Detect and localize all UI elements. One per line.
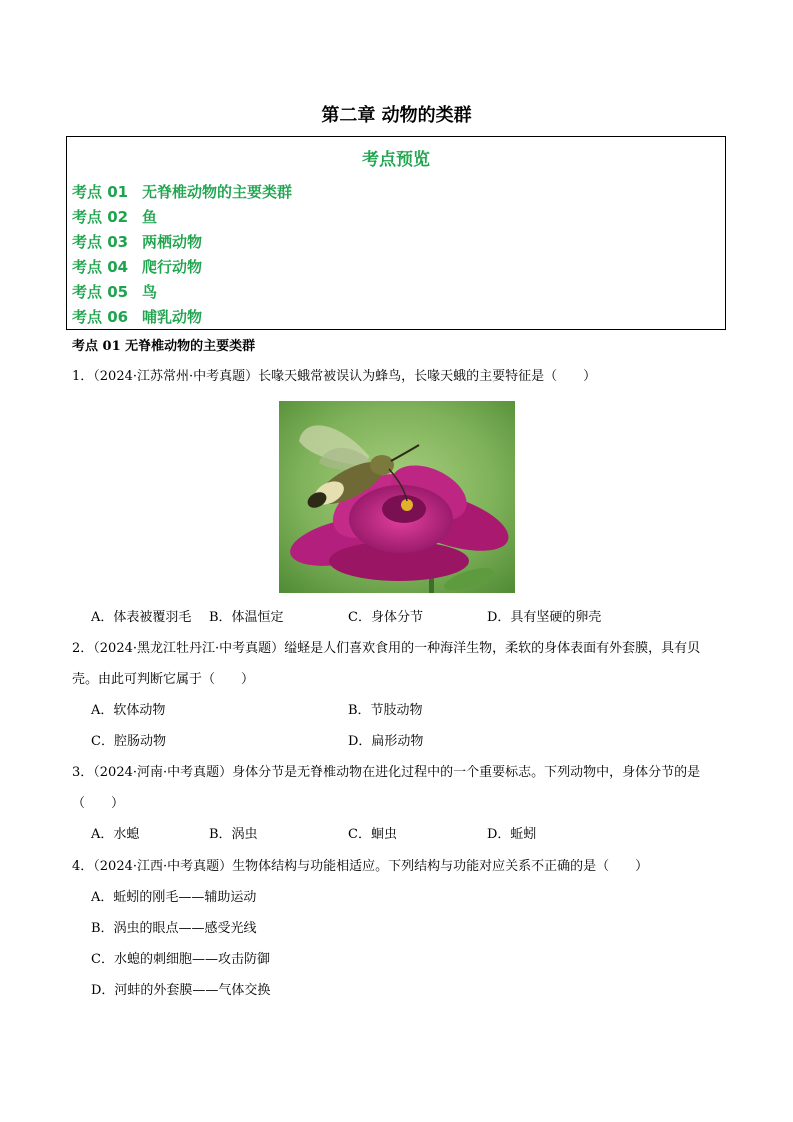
- question-3-option-d[interactable]: D．蚯蚓: [487, 827, 537, 842]
- question-2-options-row-2: [72, 726, 722, 757]
- hawk-moth-photo: [279, 401, 515, 593]
- overview-item-num: 考点 04: [72, 258, 129, 276]
- question-2-stem: 2．（2024·黑龙江牡丹江·中考真题）缢蛏是人们喜欢食用的一种海洋生物，柔软的身体表面有外套膜，具有贝壳。由此可判断它属于（ ）: [72, 641, 701, 687]
- question-2: [72, 633, 722, 757]
- question-1-option-c[interactable]: C．身体分节: [348, 610, 423, 625]
- question-2-option-c[interactable]: C．腔肠动物: [91, 734, 166, 749]
- question-3-option-c[interactable]: C．蛔虫: [348, 827, 397, 842]
- question-3-option-a[interactable]: A．水螅: [91, 827, 140, 842]
- overview-list: [72, 180, 292, 330]
- page-title: 第二章 动物的类群: [321, 105, 472, 126]
- question-4-option-a[interactable]: A．蚯蚓的刚毛——辅助运动: [91, 890, 257, 905]
- overview-item-02[interactable]: [72, 205, 292, 230]
- question-1-options-wrap: [72, 602, 722, 633]
- question-4-option-b[interactable]: B．涡虫的眼点——感受光线: [91, 921, 257, 936]
- overview-item-num: 考点 02: [72, 208, 129, 226]
- overview-item-num: 考点 01: [72, 183, 129, 201]
- question-1-stem: 1．（2024·江苏常州·中考真题）长喙天蛾常被误认为蜂鸟，长喙天蛾的主要特征是（ ）: [72, 369, 597, 384]
- question-4-option-c[interactable]: C．水螅的刺细胞——攻击防御: [91, 952, 270, 967]
- question-4-stem: 4．（2024·江西·中考真题）生物体结构与功能相适应。下列结构与功能对应关系不正确的是（ ）: [72, 859, 649, 874]
- question-2-option-a[interactable]: A．软体动物: [91, 703, 166, 718]
- overview-item-text: 哺乳动物: [142, 308, 203, 326]
- overview-item-num: 考点 03: [72, 233, 129, 251]
- question-3-option-b[interactable]: B．涡虫: [209, 827, 258, 842]
- overview-item-num: 考点 05: [72, 283, 129, 301]
- overview-item-05[interactable]: [72, 280, 292, 305]
- question-2-option-d[interactable]: D．扁形动物: [348, 734, 424, 749]
- question-3-options: [72, 819, 722, 850]
- question-1-option-b[interactable]: B．体温恒定: [209, 610, 284, 625]
- overview-box: [66, 136, 726, 330]
- overview-item-06[interactable]: [72, 305, 292, 330]
- question-4: [72, 851, 722, 1006]
- question-2-options-row-1: [72, 695, 722, 726]
- overview-item-text: 鸟: [142, 283, 158, 301]
- question-3-stem: 3．（2024·河南·中考真题）身体分节是无脊椎动物在进化过程中的一个重要标志。下列动物中，身体分节的是（ ）: [72, 765, 701, 811]
- question-4-option-d[interactable]: D．河蚌的外套膜——气体交换: [91, 983, 271, 998]
- question-1-option-d[interactable]: D．具有坚硬的卵壳: [487, 610, 602, 625]
- question-2-option-b[interactable]: B．节肢动物: [348, 703, 423, 718]
- question-1-option-a[interactable]: A．体表被覆羽毛: [91, 610, 192, 625]
- overview-item-text: 鱼: [142, 208, 158, 226]
- overview-item-text: 无脊椎动物的主要类群: [142, 183, 293, 201]
- overview-item-num: 考点 06: [72, 308, 129, 326]
- question-1: [72, 361, 722, 392]
- overview-item-01[interactable]: [72, 180, 292, 205]
- overview-item-03[interactable]: [72, 230, 292, 255]
- overview-item-04[interactable]: [72, 255, 292, 280]
- question-3: [72, 757, 722, 850]
- section-heading: 考点 01 无脊椎动物的主要类群: [72, 339, 256, 354]
- overview-item-text: 两栖动物: [142, 233, 203, 251]
- overview-item-text: 爬行动物: [142, 258, 203, 276]
- overview-heading: 考点预览: [362, 150, 430, 170]
- question-1-options: [72, 602, 722, 633]
